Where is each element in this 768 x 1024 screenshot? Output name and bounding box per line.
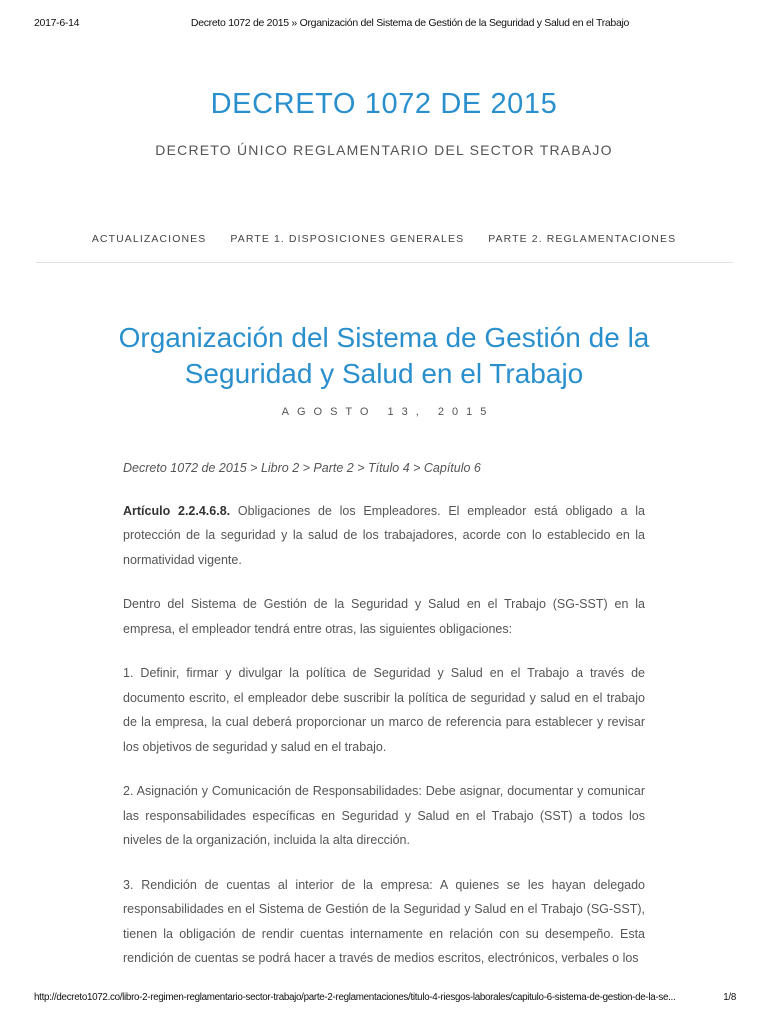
print-doc-title: Decreto 1072 de 2015 » Organización del Sistema de Gestión de la Seguridad y Salud en el Trabajo bbox=[190, 17, 630, 29]
nav-item-actualizaciones[interactable]: ACTUALIZACIONES bbox=[91, 233, 207, 245]
site-title[interactable]: DECRETO 1072 DE 2015 bbox=[210, 88, 558, 120]
page-number: 1/8 bbox=[723, 992, 736, 1003]
post-content bbox=[123, 456, 645, 991]
post-date: AGOSTO 13, 2015 bbox=[281, 406, 495, 418]
article-text: Obligaciones de los Empleadores. El empleador está obligado a la protección de la seguridad y la salud de los trabajadores, acorde con lo establecido en la normatividad vigente. bbox=[123, 503, 645, 567]
article-paragraph bbox=[123, 499, 645, 573]
nav-item-parte-1[interactable]: PARTE 1. DISPOSICIONES GENERALES bbox=[230, 233, 465, 245]
print-date: 2017-6-14 bbox=[34, 17, 80, 29]
site-tagline: DECRETO ÚNICO REGLAMENTARIO DEL SECTOR TRABAJO bbox=[155, 142, 613, 158]
content-paragraph: Dentro del Sistema de Gestión de la Seguridad y Salud en el Trabajo (SG-SST) en la empresa, el empleador tendrá entre otras, las siguientes obligaciones: bbox=[123, 597, 645, 636]
nav-item-parte-2[interactable]: PARTE 2. REGLAMENTACIONES bbox=[488, 233, 677, 245]
print-header bbox=[0, 17, 768, 31]
content-paragraph: 3. Rendición de cuentas al interior de la empresa: A quienes se les hayan delegado responsabilidades en el Sistema de Gestión de la Seguridad y Salud en el Trabajo (SG-SST), tienen la obligación de rendir cuentas internamente en relación con su desempeño. Esta rendición de cuentas se podrá hacer a través de medios escritos, electrónicos, verbales o los bbox=[123, 877, 645, 965]
breadcrumb: Decreto 1072 de 2015 > Libro 2 > Parte 2 > Título 4 > Capítulo 6 bbox=[123, 461, 481, 475]
post-title: Organización del Sistema de Gestión de la Seguridad y Salud en el Trabajo bbox=[118, 322, 650, 389]
header-divider bbox=[36, 262, 733, 263]
content-paragraph: 1. Definir, firmar y divulgar la política de Seguridad y Salud en el Trabajo a través de documento escrito, el empleador debe suscribir la política de seguridad y salud en el trabajo de la empresa, la cual deberá proporcionar un marco de referencia para establecer y revisar los objetivos de seguridad y salud en el trabajo. bbox=[123, 666, 645, 754]
print-footer bbox=[0, 992, 768, 1006]
print-url: http://decreto1072.co/libro-2-regimen-reglamentario-sector-trabajo/parte-2-reglamentaciones/titulo-4-riesgos-laborales/capitulo-6-sistema-de-gestion-de-la-se... bbox=[34, 992, 676, 1003]
content-paragraph: 2. Asignación y Comunicación de Responsabilidades: Debe asignar, documentar y comunicar las responsabilidades específicas en Seguridad y Salud en el Trabajo (SST) a todos los niveles de la organización, incluida la alta dirección. bbox=[123, 784, 645, 847]
article-label: Artículo 2.2.4.6.8. bbox=[123, 503, 231, 518]
main-nav bbox=[0, 233, 768, 245]
